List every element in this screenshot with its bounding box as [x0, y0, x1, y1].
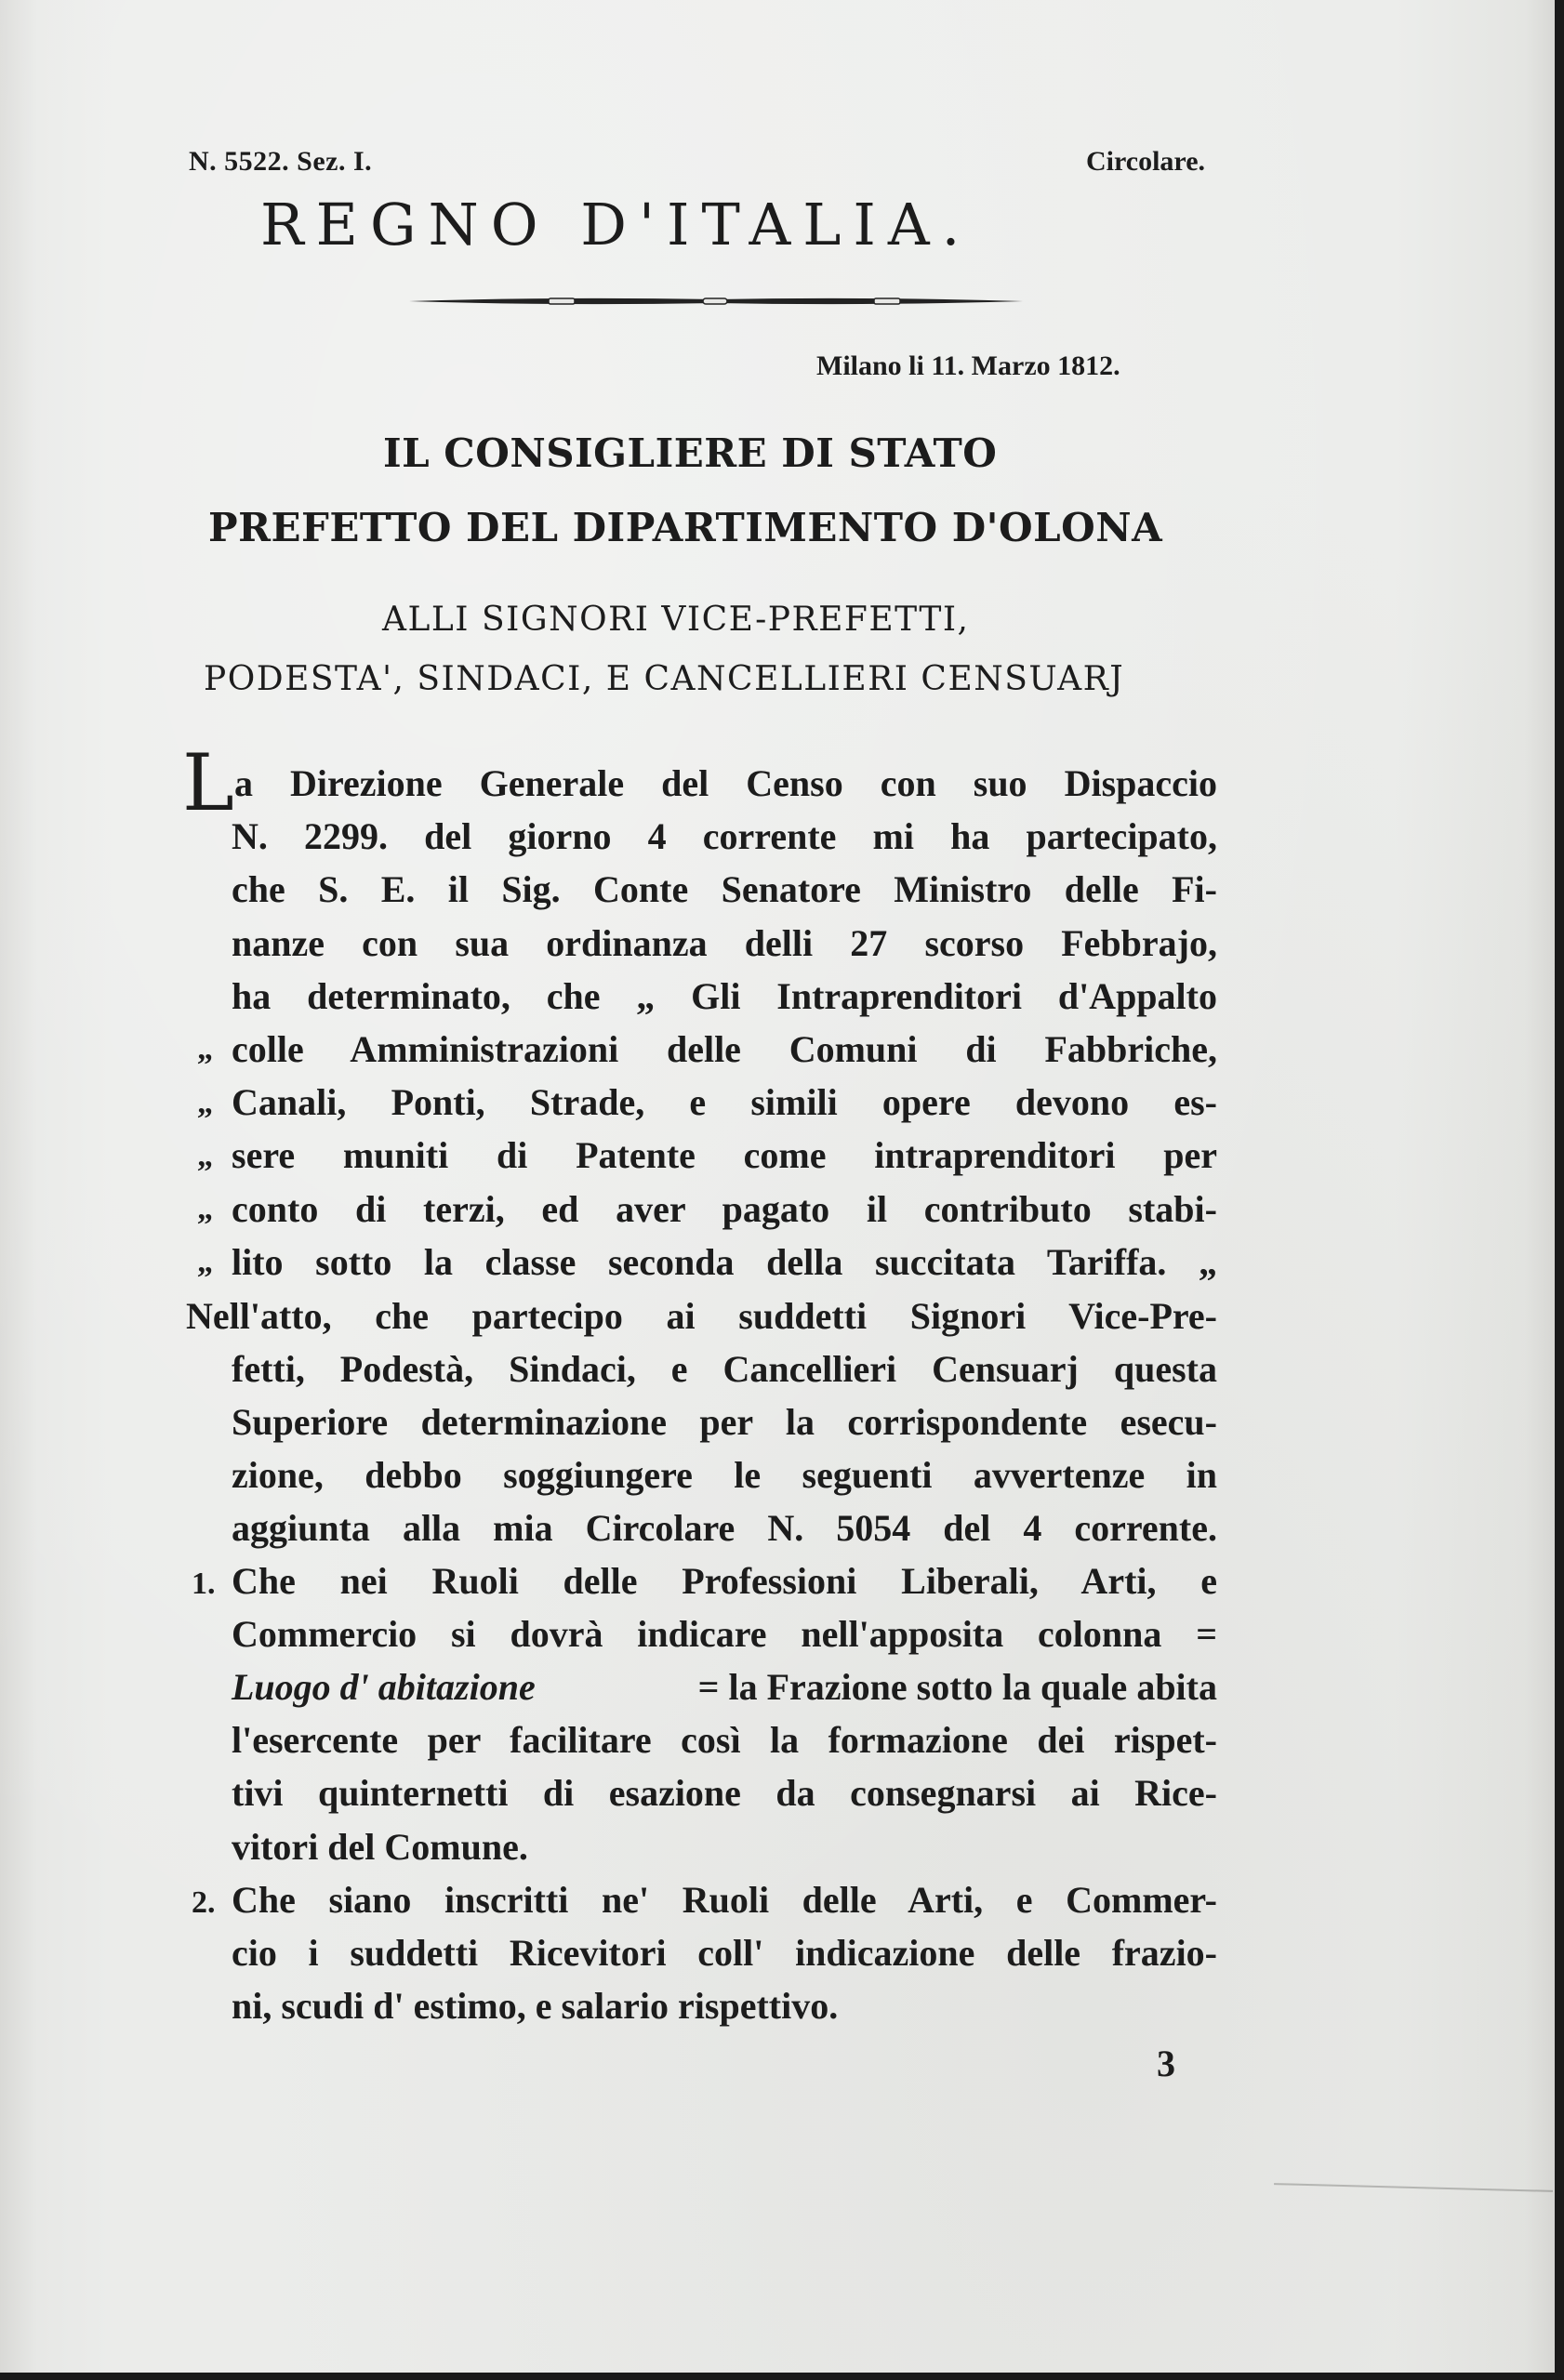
body-line: lito sotto la classe seconda della succitata Tariffa. „	[232, 1241, 1217, 1283]
item-line: tivi quinternetti di esazione da consegnarsi ai Rice-	[232, 1772, 1217, 1814]
quote-mark: „	[197, 1032, 213, 1066]
body-line: Superiore determinazione per la corrispondente esecu-	[232, 1401, 1217, 1443]
item-line: l'esercente per facilitare così la formazione dei rispet-	[232, 1719, 1217, 1761]
item-line	[232, 1664, 1217, 1711]
body-line: colle Amministrazioni delle Comuni di Fabbriche,	[232, 1028, 1217, 1070]
item-line-remainder: = la Frazione sotto la quale abita	[697, 1666, 1217, 1708]
body-line: Nell'atto, che partecipo ai suddetti Signori Vice-Pre-	[186, 1295, 1217, 1337]
decorative-rule-ornament	[409, 294, 1023, 309]
date-line: Milano li 11. Marzo 1812.	[816, 350, 1120, 381]
authority-line-2: PREFETTO DEL DIPARTIMENTO D'OLONA	[208, 505, 1163, 550]
addressee-line-1: ALLI SIGNORI VICE-PREFETTI,	[382, 601, 970, 639]
item-line: ni, scudi d' estimo, e salario rispettivo.	[232, 1985, 839, 2027]
item-line: Che siano inscritti ne' Ruoli delle Arti, e Commer-	[232, 1879, 1217, 1921]
paper-fold-line	[1274, 2183, 1553, 2195]
quote-mark: „	[197, 1192, 213, 1226]
item-number: 2.	[192, 1885, 216, 1920]
body-line: ha determinato, che „ Gli Intraprenditori d'Appalto	[232, 975, 1217, 1017]
reference-number: N. 5522. Sez. I.	[189, 146, 373, 177]
drop-cap: L	[182, 737, 234, 828]
authority-line-1: IL CONSIGLIERE DI STATO	[383, 430, 998, 476]
body-line: zione, debbo soggiungere le seguenti avvertenze in	[232, 1454, 1217, 1496]
quote-mark: „	[197, 1139, 213, 1173]
quote-mark: „	[197, 1086, 213, 1120]
item-number: 1.	[192, 1567, 216, 1601]
page-signature: 3	[1157, 2043, 1175, 2084]
quote-mark: „	[197, 1245, 213, 1279]
body-line: a Direzione Generale del Censo con suo Dispaccio	[234, 762, 1217, 804]
item-line: cio i suddetti Ricevitori coll' indicazione delle frazio-	[232, 1932, 1217, 1974]
body-line: fetti, Podestà, Sindaci, e Cancellieri Censuarj questa	[232, 1348, 1217, 1390]
body-line: che S. E. il Sig. Conte Senatore Ministro delle Fi-	[232, 868, 1217, 910]
addressee-line-2: PODESTA', SINDACI, E CANCELLIERI CENSUARJ	[204, 660, 1125, 698]
body-line: N. 2299. del giorno 4 corrente mi ha partecipato,	[232, 815, 1217, 857]
body-line: Canali, Ponti, Strade, e simili opere devono es-	[232, 1081, 1217, 1123]
body-line: conto di terzi, ed aver pagato il contributo stabi-	[232, 1188, 1217, 1230]
body-line: nanze con sua ordinanza delli 27 scorso Febbrajo,	[232, 922, 1217, 964]
item-line: Che nei Ruoli delle Professioni Liberali, Arti, e	[232, 1560, 1217, 1602]
italic-term: Luogo d' abitazione	[232, 1666, 536, 1708]
body-line: aggiunta alla mia Circolare N. 5054 del 4 corrente.	[232, 1507, 1217, 1549]
item-line: Commercio si dovrà indicare nell'apposita colonna =	[232, 1613, 1217, 1655]
body-line: sere muniti di Patente come intraprenditori per	[232, 1134, 1217, 1176]
item-line: vitori del Comune.	[232, 1826, 528, 1868]
document-title: REGNO D'ITALIA.	[260, 191, 973, 258]
document-type: Circolare.	[1086, 146, 1206, 177]
